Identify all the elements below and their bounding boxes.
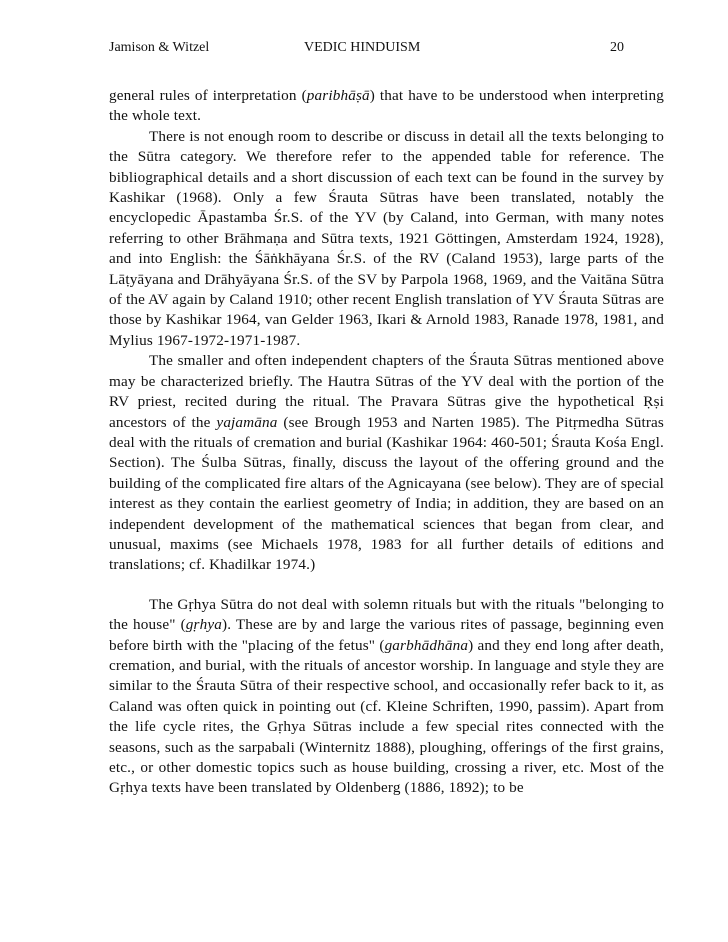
- paragraph-sutra-texts: [109, 127, 664, 351]
- text-run: ) and they end long after death, cremation, and burial, with the rituals of ancestor worship. In language and style they are similar to the Śrauta Sūtra of their respective school, and occasionally refer back to it, as Caland was often quick in pointing out (cf. Kleine Schriften, 1990, passim). Apart from the life cycle rites, the Gṛhya Sūtras include a few special rites connected with the seasons, such as the sarpabali (Winternitz 1888), ploughing, offerings of the first grains, etc., or other domestic topics such as house building, crossing a river, etc. Most of the Gṛhya texts have been translated by Oldenberg (1886, 1892); to be: [109, 636, 664, 797]
- text-run: The smaller and often independent chapters of the Śrauta Sūtras mentioned above may be characterized briefly. The Hautra Sūtras of the YV deal with the portion of the RV priest, recited during the ritual. The Pravara Sūtras give the hypothetical Ṛṣi ancestors of the: [109, 352, 664, 431]
- paragraph-gap: [109, 576, 664, 595]
- running-header: [109, 40, 664, 60]
- paragraph-grhya-sutra: [109, 595, 664, 799]
- paragraph-smaller-chapters: [109, 351, 664, 575]
- italic-term: gṛhya: [185, 616, 222, 634]
- header-page-number: 20: [610, 40, 624, 55]
- header-title: VEDIC HINDUISM: [304, 40, 421, 55]
- paragraph-continuation: [109, 86, 664, 127]
- body-text: [109, 86, 664, 799]
- italic-term: paribhāṣā: [306, 87, 370, 104]
- text-run: ). These are by and large the various rites of passage, beginning even before birth with the "placing of the fetus" (: [109, 616, 664, 654]
- italic-term: yajamāna: [216, 413, 278, 431]
- header-authors: Jamison & Witzel: [109, 40, 210, 55]
- text-run: There is not enough room to describe or discuss in detail all the texts belonging to the Sūtra category. We therefore refer to the appended table for reference. The bibliographical details and a short discussion of each text can be found in the survey by Kashikar (1968). Only a few Śrauta Sūtras have been translated, notably the encyclopedic Āpastamba Śr.S. of the YV (by Caland, into German, with many notes referring to other Brāhmaṇa and Sūtra texts, 1921 Göttingen, Amsterdam 1924, 1928), and into English: the Śāṅkhāyana Śr.S. of the RV (Caland 1953), large parts of the Lāṭyāyana and Drāhyāyana Śr.S. of the SV by Parpola 1968, 1969, and the Vaitāna Sūtra of the AV again by Caland 1910; other recent English translation of YV Śrauta Sūtras are those by Kashikar 1964, van Gelder 1963, Ikari & Arnold 1983, Ranade 1978, 1981, and Mylius 1967-1972-1971-1987.: [109, 127, 664, 349]
- text-run: (see Brough 1953 and Narten 1985). The Pitṛmedha Sūtras deal with the rituals of cremation and burial (Kashikar 1964: 460-501; Śrauta Kośa Engl. Section). The Śulba Sūtras, finally, discuss the layout of the offering ground and the building of the complicated fire altars of the Agnicayana (see below). They are of special interest as they contain the earliest geometry of India; in addition, they are based on an independent development of the mathematical sciences that began from clear, and unusual, maxims (see Michaels 1978, 1983 for all further details of editions and translations; cf. Khadilkar 1974.): [109, 413, 664, 574]
- italic-term: garbhādhāna: [384, 636, 469, 654]
- text-run: The Gṛhya Sūtra do not deal with solemn rituals but with the rituals "belonging to the house" (: [109, 595, 664, 634]
- text-run: ) that have to be understood when interpreting the whole text.: [109, 87, 664, 125]
- text-run: general rules of interpretation (: [109, 87, 307, 104]
